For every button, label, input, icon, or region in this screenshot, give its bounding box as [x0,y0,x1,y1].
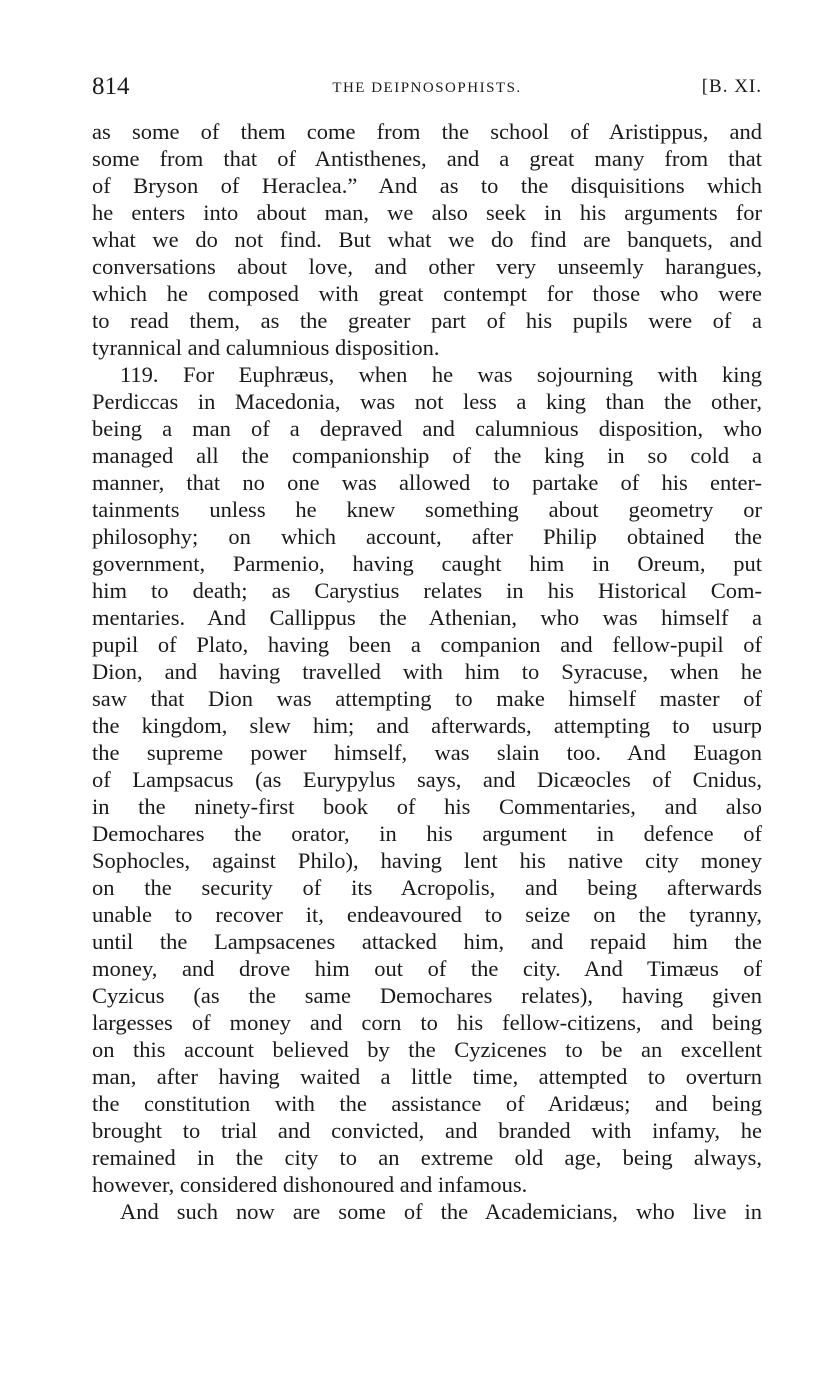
section-marker: [B. XI. [701,76,762,97]
text-line: unable to recover it, endeavoured to seize on the tyranny, [92,902,762,927]
text-line: the kingdom, slew him; and afterwards, attempting to usurp [92,713,762,738]
page-number: 814 [92,73,130,100]
text-line: being a man of a depraved and calumnious disposition, who [92,416,762,441]
text-line: Perdiccas in Macedonia, was not less a king than the other, [92,389,762,414]
text-line: the constitution with the assistance of Aridæus; and being [92,1091,762,1116]
text-line: largesses of money and corn to his fellow-citizens, and being [92,1010,762,1035]
text-line: philosophy; on which account, after Philip obtained the [92,524,762,549]
text-line: remained in the city to an extreme old age, being always, [92,1145,762,1170]
text-line: mentaries. And Callippus the Athenian, who was himself a [92,605,762,630]
text-line: the supreme power himself, was slain too. And Euagon [92,740,762,765]
text-line: of Bryson of Heraclea.” And as to the disquisitions which [92,173,762,198]
running-header [92,73,762,105]
text-line: Sophocles, against Philo), having lent his native city money [92,848,762,873]
text-line: conversations about love, and other very unseemly harangues, [92,254,762,279]
text-line: man, after having waited a little time, attempted to overturn [92,1064,762,1089]
text-line: brought to trial and convicted, and branded with infamy, he [92,1118,762,1143]
text-line: tyrannical and calumnious disposition. [92,335,440,360]
text-line: until the Lampsacenes attacked him, and repaid him the [92,929,762,954]
text-line: of Lampsacus (as Eurypylus says, and Dicæocles of Cnidus, [92,767,762,792]
text-line: saw that Dion was attempting to make himself master of [92,686,762,711]
text-line: manner, that no one was allowed to partake of his enter- [92,470,762,495]
running-title: THE DEIPNOSOPHISTS. [332,80,522,96]
text-line: him to death; as Carystius relates in his Historical Com- [92,578,762,603]
text-line: as some of them come from the school of Aristippus, and [92,119,762,144]
text-line: government, Parmenio, having caught him in Oreum, put [92,551,762,576]
text-line: Cyzicus (as the same Demochares relates), having given [92,983,762,1008]
text-line: 119. For Euphræus, when he was sojourning with king [120,362,762,387]
text-line: managed all the companionship of the king in so cold a [92,443,762,468]
text-line: pupil of Plato, having been a companion and fellow-pupil of [92,632,762,657]
text-line: tainments unless he knew something about geometry or [92,497,762,522]
text-line: some from that of Antisthenes, and a great many from that [92,146,762,171]
text-line: on this account believed by the Cyzicenes to be an excellent [92,1037,762,1062]
text-line: what we do not find. But what we do find are banquets, and [92,227,762,252]
text-line: to read them, as the greater part of his pupils were of a [92,308,762,333]
text-line: which he composed with great contempt for those who were [92,281,762,306]
text-line: And such now are some of the Academicians, who live in [120,1199,762,1224]
text-line: he enters into about man, we also seek in his arguments for [92,200,762,225]
text-line: in the ninety-first book of his Commentaries, and also [92,794,762,819]
text-line: money, and drove him out of the city. And Timæus of [92,956,762,981]
text-line: Demochares the orator, in his argument in defence of [92,821,762,846]
text-line: on the security of its Acropolis, and being afterwards [92,875,762,900]
body-text [92,118,762,1225]
text-line: however, considered dishonoured and infamous. [92,1172,528,1197]
text-line: Dion, and having travelled with him to Syracuse, when he [92,659,762,684]
